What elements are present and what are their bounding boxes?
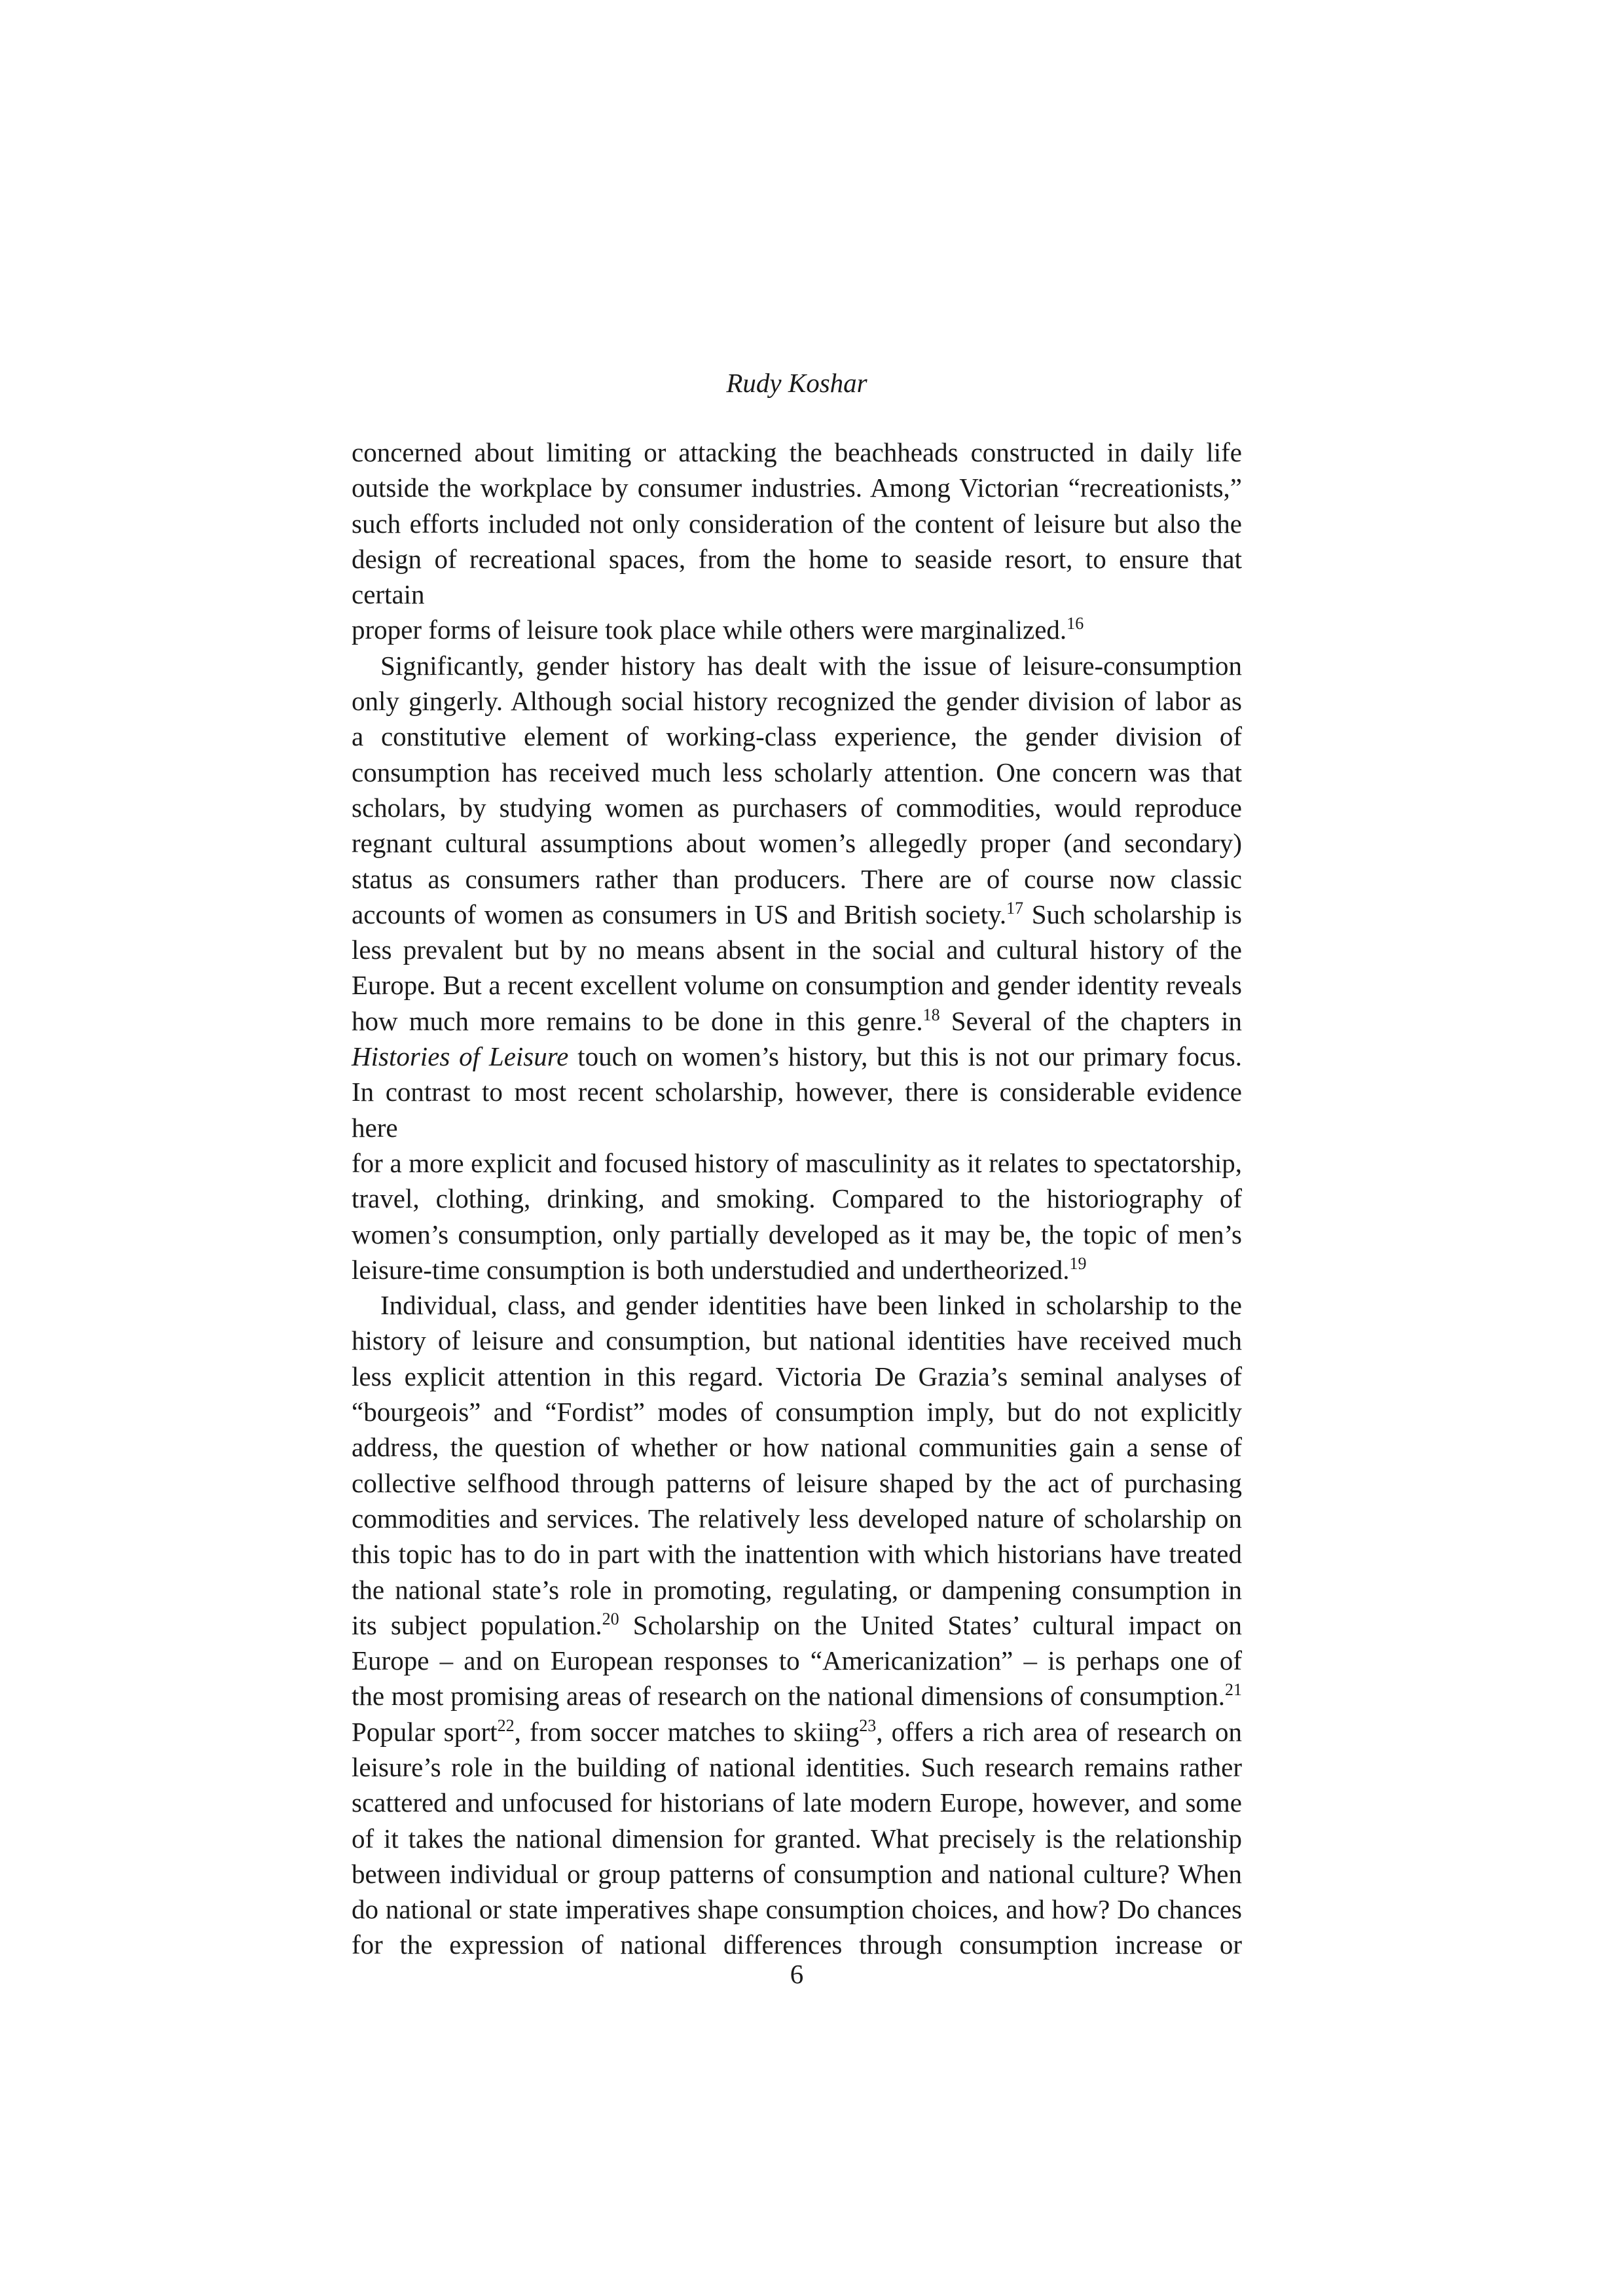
text-line: [352, 1821, 1242, 1856]
page-number: 6: [790, 1959, 804, 1989]
text-line: [352, 435, 1242, 470]
line-text: do national or state imperatives shape consumption choices, and how? Do chances: [352, 1894, 1242, 1925]
footnote-ref: 18: [922, 1005, 940, 1024]
text-line: [352, 755, 1242, 790]
text-line: [352, 1323, 1242, 1358]
line-text: accounts of women as consumers in US and British society.: [352, 899, 1007, 929]
text-line: [352, 1501, 1242, 1536]
line-text: how much more remains to be done in this genre.: [352, 1005, 923, 1036]
text-line: [352, 1678, 1242, 1713]
text-line: [352, 719, 1242, 754]
line-text: commodities and services. The relatively less developed nature of scholarship on: [352, 1503, 1242, 1534]
footnote-ref: 20: [602, 1609, 619, 1628]
text-line: [352, 1252, 1242, 1287]
text-line: [352, 790, 1242, 825]
text-line: [352, 1359, 1242, 1394]
line-text: , from soccer matches to skiing: [514, 1716, 860, 1747]
text-line: [352, 1749, 1242, 1785]
text-line: [352, 1856, 1242, 1892]
footnote-ref: 19: [1069, 1253, 1087, 1273]
line-text: status as consumers rather than producers. There are of course now classic: [352, 863, 1242, 894]
line-text: concerned about limiting or attacking the beachheads constructed in daily life: [352, 437, 1242, 467]
text-line: [352, 1287, 1242, 1323]
text-line: [352, 1394, 1242, 1429]
line-text: regnant cultural assumptions about women’s allegedly proper (and secondary): [352, 828, 1242, 859]
text-line: [352, 470, 1242, 505]
line-text: of it takes the national dimension for granted. What precisely is the relationship: [352, 1823, 1242, 1854]
line-text: proper forms of leisure took place while others were marginalized.: [352, 615, 1067, 645]
line-text: the most promising areas of research on the national dimensions of consumption.: [352, 1681, 1225, 1712]
footnote-ref: 16: [1067, 614, 1084, 634]
line-text: Significantly, gender history has dealt with the issue of leisure-consumption: [380, 650, 1242, 681]
footnote-ref: 17: [1006, 898, 1024, 918]
line-text: Several of the chapters in: [939, 1005, 1242, 1036]
text-line: [352, 1429, 1242, 1465]
line-text: collective selfhood through patterns of leisure shaped by the act of purchasing: [352, 1467, 1242, 1498]
line-text: scholars, by studying women as purchasers of commodities, would reproduce: [352, 792, 1242, 823]
text-line: [352, 1785, 1242, 1820]
text-line: [352, 1643, 1242, 1678]
text-line: [352, 1572, 1242, 1607]
line-text: only gingerly. Although social history recognized the gender division of labor as: [352, 686, 1242, 717]
footnote-ref: 21: [1225, 1680, 1242, 1700]
line-text: for the expression of national differences through consumption increase or: [352, 1929, 1242, 1960]
text-line: [352, 967, 1242, 1003]
line-text: such efforts included not only consideration of the content of leisure but also the: [352, 508, 1242, 539]
line-text: design of recreational spaces, from the home to seaside resort, to ensure that certain: [352, 543, 1242, 610]
line-text: leisure’s role in the building of national identities. Such research remains rather: [352, 1751, 1242, 1782]
text-line: [352, 932, 1242, 967]
text-line: [352, 541, 1242, 613]
text-line: [352, 648, 1242, 683]
line-text: Individual, class, and gender identities have been linked in scholarship to the: [380, 1290, 1242, 1321]
line-text: leisure-time consumption is both understudied and undertheorized.: [352, 1254, 1070, 1285]
text-line: [352, 1181, 1242, 1216]
line-text: travel, clothing, drinking, and smoking. Compared to the historiography of: [352, 1183, 1242, 1214]
line-text: women’s consumption, only partially developed as it may be, the topic of men’s: [352, 1219, 1242, 1249]
line-text: In contrast to most recent scholarship, however, there is considerable evidence here: [352, 1077, 1242, 1143]
text-line: [352, 506, 1242, 541]
line-text: , offers a rich area of research on: [876, 1716, 1243, 1747]
text-line: [352, 825, 1242, 861]
line-text: touch on women’s history, but this is not our primary focus.: [568, 1041, 1243, 1072]
line-text: this topic has to do in part with the inattention with which historians have treated: [352, 1539, 1242, 1570]
line-text: Popular sport: [352, 1716, 498, 1747]
text-line: [352, 1217, 1242, 1252]
text-line: [352, 683, 1242, 719]
line-text: consumption has received much less scholarly attention. One concern was that: [352, 757, 1242, 787]
body-text: [352, 435, 1242, 1963]
line-text: less explicit attention in this regard. Victoria De Grazia’s seminal analyses of: [352, 1361, 1242, 1391]
line-text: history of leisure and consumption, but national identities have received much: [352, 1325, 1242, 1356]
text-line: [352, 1892, 1242, 1927]
text-line: [352, 1714, 1242, 1749]
line-text: a constitutive element of working-class experience, the gender division of: [352, 721, 1242, 752]
line-text: address, the question of whether or how national communities gain a sense of: [352, 1432, 1242, 1463]
line-text: for a more explicit and focused history of masculinity as it relates to spectatorship,: [352, 1147, 1242, 1178]
text-line: [352, 1465, 1242, 1501]
line-text: between individual or group patterns of consumption and national culture? When: [352, 1858, 1242, 1889]
text-line: [352, 897, 1242, 932]
line-text: Europe – and on European responses to “Americanization” – is perhaps one of: [352, 1645, 1242, 1676]
line-text: Europe. But a recent excellent volume on consumption and gender identity reveals: [352, 970, 1242, 1001]
text-line: [352, 1039, 1242, 1074]
italic-title: Histories of Leisure: [352, 1041, 569, 1072]
line-text: Such scholarship is: [1023, 899, 1242, 929]
line-text: its subject population.: [352, 1609, 602, 1640]
text-line: [352, 861, 1242, 897]
footnote-ref: 23: [859, 1715, 877, 1735]
line-text: less prevalent but by no means absent in the social and cultural history of the: [352, 935, 1242, 965]
text-line: [352, 1536, 1242, 1571]
text-line: [352, 1145, 1242, 1181]
text-line: [352, 1607, 1242, 1643]
text-line: [352, 1074, 1242, 1145]
text-line: [352, 612, 1242, 647]
footnote-ref: 22: [497, 1715, 515, 1735]
line-text: scattered and unfocused for historians of late modern Europe, however, and some: [352, 1787, 1242, 1818]
line-text: outside the workplace by consumer industries. Among Victorian “recreationists,”: [352, 473, 1242, 503]
line-text: Scholarship on the United States’ cultural impact on: [619, 1609, 1242, 1640]
text-line: [352, 1003, 1242, 1039]
line-text: the national state’s role in promoting, regulating, or dampening consumption in: [352, 1574, 1242, 1605]
line-text: “bourgeois” and “Fordist” modes of consumption imply, but do not explicitly: [352, 1397, 1242, 1427]
running-head: Rudy Koshar: [726, 368, 867, 398]
